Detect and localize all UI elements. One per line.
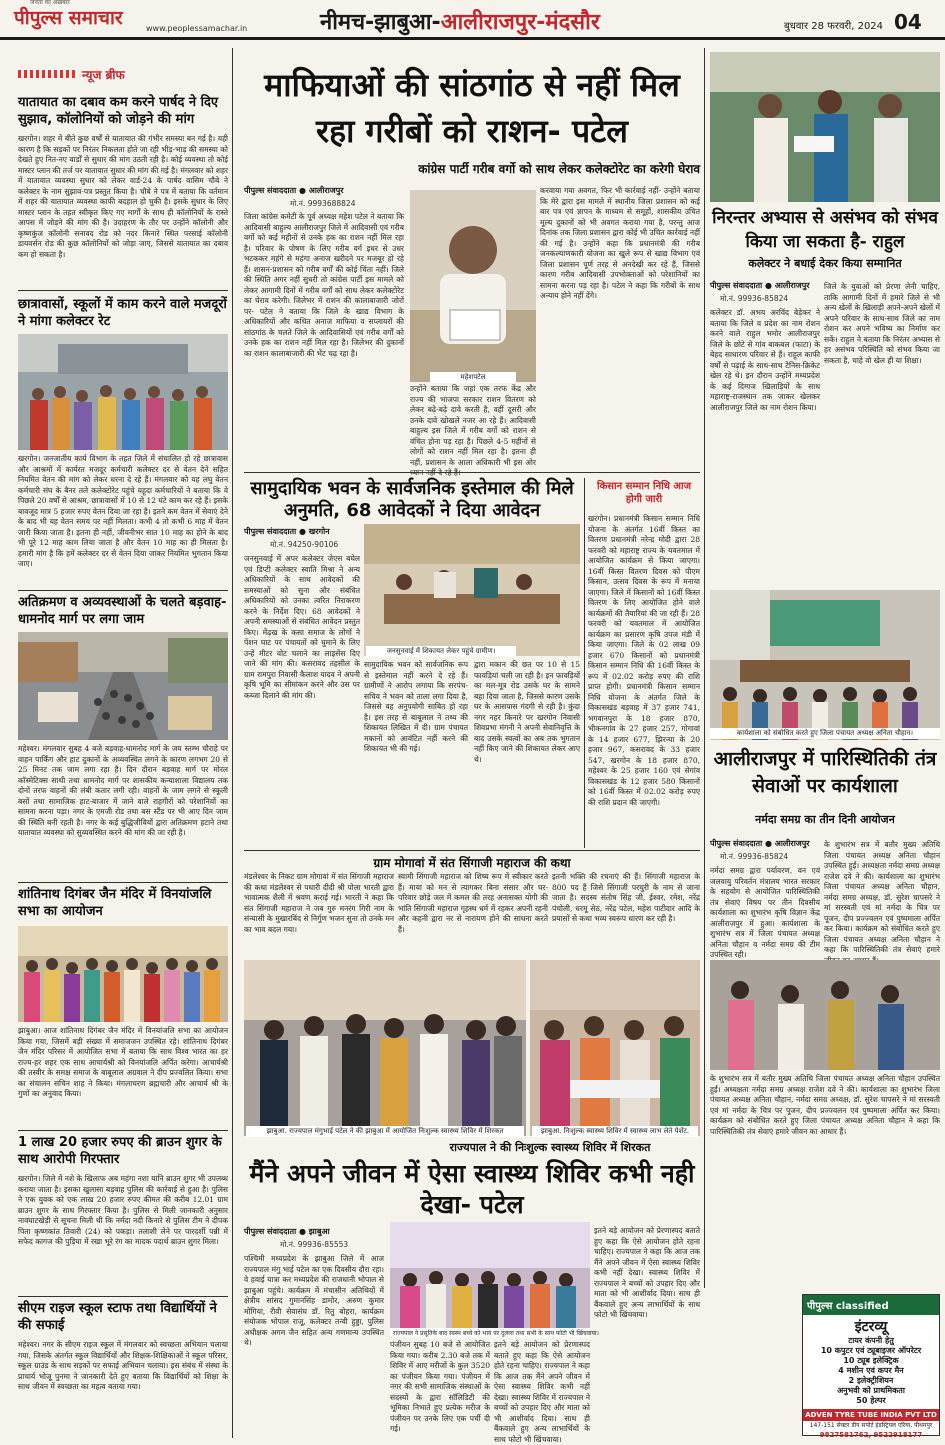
story-brown-sugar: खरगोन। जिले में नशे के खिलाफ अब महंगा नशा यानि ब्राउन शुगर भी उपलब्ध कराया जाता है। इसका खुलासा बड़वाह पुलिस की कार्रवाई से हुआ है। पुलिस ने एक युवक को एक लाख 20 हजार रुपए कीमत की करीब 12.01 ग्राम ब्राउन शुगर के साथ गिरफ्तार किया है। पुलिस से मिली जानकारी अनुसार नावघाटखेड़ी से सूचना मिली थी कि नर्मदा नदी किनारे से पुलिस टीम ने दीपक पिता कृष्णकांत तिवारी (24) को पकड़ा। तलाशी लेने पर पारदर्शी पन्नी में सफेद कागज की पुड़िया में रखा भूरे रंग का मादक पदार्थ ब्राउन शुगर मिला। [18, 1174, 228, 1246]
story2-column-2: सामुदायिक भवन को सार्वजनिक रूप से इस्तेमाल नहीं करने दे रहे हैं। ग्रामीणों ने आरोप लगाया कि सरपंच-सचिव ने भवन को ताला लगा दिया है, जिससे वह अनुपयोगी साबित हो रहा है। इस तरह से बाबूलाल ने तथ्य की शिकायत लिखित में दी। ग्राम पंचायत मकानों को आवंटित नहीं करने की शिकायत भी की गई। [364, 660, 468, 753]
workshop-mobile: मो.नं. 99936-85824 [720, 852, 789, 861]
masthead [0, 0, 945, 40]
page-number: 04 [894, 10, 922, 34]
headline-sant-singaji: ग्राम मोगावां में संत सिंगाजी महाराज की कथा [373, 856, 571, 870]
photo-caption-mahesh: महेशपटेल [430, 372, 516, 383]
story-kisan: खरगोन। प्रधानमंत्री किसान सम्मान निधि योजना के अंतर्गत 16वीं किस्त का वितरण प्रधानमंत्री नरेन्द्र मोदी द्वारा 28 फरवरी को महाराष्ट्र राज्य के यवतमाल में आयोजित कार्यक्रम से किया जाएगा। 16वीं किस्त वितरण दिवस को पीएम किसान, उत्सव दिवस के रूप में मनाया जाएगा। जिले में किसानों को 16वीं किस्त वितरण के लिए आयोजित होने वाले कार्यक्रमों की तैयारियां की जा रही हैं। 28 फरवरी को यवतमाल में आयोजित कार्यक्रम का प्रसारण कृषि उपज मंडी में किया जाएगा। जिले के 02 लाख 09 हजार 670 किसानों को प्रधानमंत्री किसान सम्मान निधि की 16वीं किस्त के रूप में 02.02 करोड़ रुपए की राशि प्राप्त होगी। प्रधानमंत्री किसान सम्मान निधि योजना के अंतर्गत जिले के विकासखंड बड़वाह में 37 हजार 741, भगवानपुरा के 18 हजार 870, भीकनगांव के 27 हजार 257, गोगावां के 14 हजार 677, झिरन्या के 20 हजार 967, कसरावद के 33 हजार 547, खरगोन के 18 हजार 870, महेश्वर के 25 हजार 160 एवं सेगांव विकासखंड के 12 हजार 580 किसानों को 16वीं किस्त में 02.02 करोड़ रुपए की राशि प्रदान की जाएगी। [588, 514, 700, 807]
lead-mobile: मो.नं. 9993688824 [290, 199, 356, 208]
photo-workshop [710, 590, 940, 740]
bottom-byline: पीपुल्स संवाददाता ● झाबुआ [244, 1227, 330, 1236]
story2-byline: पीपुल्स संवाददाता ● खरगोन [244, 527, 330, 536]
classified-line: टायर कंपनी हेतु [848, 1336, 894, 1345]
classified-line: 10 कपुटर एवं ट्यूबाइजर ऑपरेटर [820, 1346, 922, 1355]
photo-caption-hearing: जनसुनवाई में शिकायत लेकर पहुंचे ग्रामीण। [366, 646, 516, 657]
column-rule [704, 48, 705, 1288]
photo-mahesh-patel [410, 190, 536, 382]
subheadline-workshop: नर्मदा समग्र का तीन दिनी आयोजन [755, 813, 895, 826]
photo-governor-event [244, 960, 526, 1136]
byline-name: पीपुल्स संवाददाता [244, 527, 297, 536]
bottom-mobile: मो.नं. 99936-85553 [280, 1240, 349, 1249]
classified-company: ADVEN TYRE TUBE INDIA PVT LTD [803, 1409, 939, 1421]
byline-place: आलीराजपुर [774, 839, 810, 848]
byline-place: आलीराजपुर [774, 281, 810, 290]
classified-phone: 9827581762, 9522918177 [819, 1431, 923, 1439]
subheadline-rahul: कलेक्टर ने बधाई देकर किया सम्मानित [748, 257, 902, 270]
headline-cm-rise: सीएम राइज स्कूल स्टाफ तथा विद्यार्थियों ने की सफाई [18, 1301, 217, 1333]
rahul-byline: पीपुल्स संवाददाता ● आलीराजपुर [710, 281, 810, 290]
classified-line: 50 हेल्पर [856, 1396, 886, 1405]
photo-rahul-felicitation [710, 52, 940, 202]
headline-community-hall: सामुदायिक भवन के सार्वजनिक इस्तेमाल की मिले अनुमति, 68 आवेदकों ने दिया आवेदन [250, 478, 574, 521]
bottom-column-1: पश्चिमी मध्यप्रदेश के झाबुआ जिले में आज राज्यपाल मंगु भाई पटेल का एक दिवसीय दौरा रहा। वे हवाई यात्रा कर मध्यप्रदेश की राजधानी भोपाल से झाबुआ पहुंचे। कार्यक्रम में मंचासीन अतिथियों में क्षेत्रीय सांसद गुमानसिंह डामोर, अरुण कुमार मोंगिया, रीवी सेवासंघ डॉ. रितु बोहरा, कार्यक्रम संयोजक भोपाल राजू, कलेक्टर तन्वी हुड्डा, पुलिस अधीक्षक अगम जैन सहित अन्य गणमान्य उपस्थित थे। [244, 1254, 384, 1347]
rahul-column-1: कलेक्टर डॉ. अभय अरविंद बेड़ेकर ने बताया कि जिले व प्रदेश का नाम रोशन करने वाले राहुल भमोर आलीराजपुर जिले के छोटे से गांव बाकबल (फाटा) के बेहद साधारण परिवार से हैं। राहुल काफी वर्षों से पढ़ाई के साथ-साथ टेनिस-क्रिकेट खेल रहे थे। इन दौरान उन्होंने मध्यप्रदेश के कई दिग्गज खिलाड़ियों के साथ महाराष्ट्र-राजस्थान तक जाकर खेलकर आलीराजपुर जिले का नाम रोशन किया। [710, 308, 820, 412]
bottom-headline: मैंने अपने जीवन में ऐसा स्वास्थ्य शिविर कभी नही देखा- पटेल [249, 1159, 695, 1219]
story-jain-temple: झाबुआ। आज शांतिनाथ दिगंबर जैन मंदिर में विनयांजलि सभा का आयोजन किया गया, जिसमें बड़ी संख्या में समाजजन उपस्थित रहे। शांतिनाथ दिगंबर जैन मंदिर परिसर में आयोजित सभा में बताया कि साथ विश्व भारत का हर राज्य-हर शहर एक साथ आचार्यश्री को विनयांजलि अर्पित करेगा। आचार्यश्री की तस्वीर के समक्ष समाज के बाबूलाल अग्रवाल ने दीप प्रज्वलित किया। सभा का संचालन सचिन शाह ने किया। मंगलाचरण ब्रह्मचारी और आचार्य श्री के गुणों का अनुवाद किया। [18, 1026, 228, 1098]
classified-line: 2 इलेक्ट्रीशियन [848, 1376, 894, 1385]
edition-part-b: आलीराजपुर-मंदसौर [440, 10, 600, 35]
lead-byline: पीपुल्स संवाददाता ● आलीराजपुर [244, 186, 344, 195]
photo-jain-gathering [18, 926, 228, 1022]
classified-header: पीपुल्स classified [803, 1295, 939, 1315]
photo-workers-protest [18, 334, 228, 450]
lead-subheadline: कांग्रेस पार्टी गरीब वर्गो को साथ लेकर कलेक्टोरेट का करेगी घेराव [418, 162, 700, 176]
classified-address: 147-151 सेक्टर डीप सपोर्ट इंडस्ट्रियल एरिया, पीथमपुर [809, 1422, 933, 1429]
byline-name: पीपुल्स संवाददाता [710, 839, 763, 848]
photo-governor-child [390, 1222, 590, 1336]
sant-column-1: मंडलेश्वर के निकट ग्राम मोगावां में संत सिंगाजी महाराज की कथा मंडलेश्वर से पधारी दीदी श्री पोला भारती द्वारा भावात्मक शैली में श्रवण कराई गई। भारती ने कहा कि संत सिंगाजी महाराज ने जब गुरु मनरंग गिरी नाम के संन्यासी के मुखारबिंद से निर्गुण भजन सुना तो उनके मन का भाव बदल गया। [244, 872, 394, 934]
photo-caption-patients: झाबुआ. निःशुल्क स्वास्थ्य शिविर में स्वास्थ्य लाभ लेते पेशेंट. [532, 1126, 698, 1137]
lead-headline: माफियाओं की सांठगांठ से नहीं मिल रहा गरीबों को राशन- पटेल [264, 66, 680, 150]
photo-health-camp-patients [530, 960, 700, 1136]
story-traffic-jam: महेश्वर। मंगलवार सुबह 4 बजे बड़वाह-धामनोद मार्ग के जय स्तम्भ चौराहे पर वाहन पार्किंग और हाट दुकानों के अव्यवस्थित लगने के कारण लगभग 20 से 25 मिनट तक जाम लगा रहा है। दिन दौरान बड़वाह मार्ग पर मोरल कॉस्मेटिक्स साथी तथा धामनोद मार्ग पर शासकीय कन्याशाला विद्यालय तक दोनों तरफ वाहनों की लंबी कतार लगी रही। वाहनों के जाम लगने से स्कूली बसों तथा सामाजिक हाट-बाजार में जाने वाले राहगीरों को परेशानियों का सामना करना पड़ा। नगर के एमजी रोड तथा बस स्टैंड पर भी आए दिन जाम की स्थिति बनी रहती है। नगर के कई बुद्धिजीवियों द्वारा अतिक्रमण हटाने तथा यातायात व्यवस्था को सुव्यवस्थित करने की मांग की जा रही है। [18, 744, 228, 837]
photo-workshop-participants [710, 960, 940, 1070]
news-brief-label: न्यूज ब्रीफ [82, 68, 125, 82]
dateline: बुधवार 28 फरवरी, 2024 [784, 21, 884, 32]
rahul-column-2: जिले के युवाओं को प्रेरणा लेनी चाहिए, ताकि आगामी दिनों में हमारे जिले से भी अन्य खेलों के खिलाड़ी अपने-अपने खेलों में अपने परिवार के साथ-साथ जिले का नाम रोशन कर अपने भविष्य का निर्माण कर सकें। राहुल ने बताया कि निरंतर अभ्यास से हर असंभव परिस्थिति को संभव किया जा सकता है, चाहे वो खेल ही या शिक्षा। [824, 282, 940, 365]
story-divider [244, 850, 700, 851]
story-divider [18, 590, 228, 591]
story2-mobile: मो.नं. 94250-90106 [270, 540, 339, 549]
byline-place: खरगोन [308, 527, 330, 536]
story-divider [18, 290, 228, 291]
story-cm-rise: महेश्वर। नगर के सीएम राइज स्कूल में मंगलवार को स्वच्छता अभियान चलाया गया, जिसके अंतर्गत स्कूल विद्यार्थियों और शिक्षक-शिक्षिकाओं ने स्कूल परिसर, स्कूल ग्राउंड के साथ सड़कों पर सफाई अभियान चलाया। इस संबंध में संस्था के प्राचार्य भोजू पुनमा ने जानकारी देते हुए बताया कि विद्यार्थियों को शिक्षा के साथ जीवन में स्वच्छता का महत्व बताया गया। [18, 1340, 228, 1391]
byline-place: झाबुआ [308, 1227, 330, 1236]
photo-caption-governor: झाबुआ. राज्यपाल मंगुभाई पटेल ने की झाबुआ में आयोजित निःशुल्क स्वास्थ्य शिविर में शिरकत [246, 1126, 524, 1137]
story-divider [18, 882, 228, 883]
story2-column-1: जनसुनवाई में अपर कलेक्टर जेएस बघेल एवं डिप्टी कलेक्टर स्वाति मिश्रा ने अन्य अधिकारियों के साथ आवेदकों की समस्याओं को सुना और संबंधित अधिकारियों को उनका त्वरित निराकरण करने के निर्देश दिए। 68 आवेदकों ने अपनी समस्याओं से संबंधित आवेदन प्रस्तुत किए। मेंढ़ख के कसा समाज के लोगों ने पेंशन घाट पर पंचायतों को घुमाने के लिए उन्हें मीटर वोट चलाने का लाइसेंस दिए जाने की मांग की। कसरावद तहसील के ग्राम रामपुरा निवासी कैलाश यादव ने अपनी कृषि भूमि का सीमांकन करने और उस पर कब्जा दिलाने की मांग की। [244, 554, 360, 700]
edition-part-a: नीमच-झाबुआ- [320, 10, 441, 35]
bottom-kicker: राज्यपाल ने की निःशुल्क स्वास्थ्य शिविर में शिरकत [449, 1141, 651, 1154]
story-traffic: खरगोन। शहर में बीते कुछ वर्षों से यातायात की गंभीर समस्या बन गई है। यही कारण है कि सड़कों पर निरंतर निकलता होते जा रही भीड़-भाड़ की समस्या को देखते हुए नित-नए वार्डों से सुधार की मांग उठती रही है। कोई व्यवस्था तो कोई मास्टर प्लान की तर्ज पर यातायात सुधार की मांग की गई है। मंगलवार को शहर में यातायात व्यवस्था सुधार को लेकर वार्ड-24 के पार्षद वासिम चौबे ने कलेक्टर के नाम सुझाव-पत्र प्रस्तुत किया है। चौबे ने पत्र में बताया कि वर्तमान में शहर की यातायात व्यवस्था काफी बदहाल हो चुकी है। इसके सुधार के लिए मास्टर प्लान के तहत स्वीकृत किए गए मार्गों के साथ ही कॉलोनियों के रास्ते आपस में जोड़ने की मांग की है। उदाहरण के तौर पर उन्होंने कॉलोनी और कृष्णकुंज कॉलोनी सनावद रोड को नदर किनारे स्थित परसाई कॉलोनी डायवर्सन रोड की कुछ कॉलोनियों को जोड़ा जाए, जिससे यातायात का दबाव कम हो सकता है। [18, 134, 228, 259]
story-workers: खरगोन। जनजातीय कार्य विभाग के तहत जिले में संचालित हो रहे छात्रावास और आश्रमों में कार्यरत मजदूर कर्मचारी कलेक्टर दर से वेतन देने सहित नियमित वेतन की मांग को लेकर धरना दे रहे हैं। मंगलवार को यह लघु वेतन कर्मचारी संघ के बैनर तले कलेक्टोरेट पहुंचे यहूदा कर्मचारियों ने बताया कि वे पिछले 20 वर्षों से आश्रम, छात्रावासों में 10 से 12 घंटे काम कर रहे हैं। इसके बावजूद मात्र 5 हजार रुपए वेतन दिया जा रहा है। इतने कम वेतन में सेवाएं देने के बाद भी यह वेतन समय पर नहीं मिलता। कभी 4 तो कभी 6 माह में वेतन जारी किया जाता है। इतना ही नहीं, जीवनीभर सात 10 माह का होने के बाद भी पूरे 12 माह काम लिया जाता है और वेतन 10 माह का ही मिलता है। हमारी मांग है कि हमें कलेक्टर दर से वेतन दिया जाकर नियमित भुगतान किया जाए। [18, 454, 228, 568]
brand-logo: पीपुल्स समाचार [14, 7, 123, 29]
headline-kisan: किसान सम्मान निधि आज होगी जारी [596, 481, 691, 505]
photo-public-hearing [364, 524, 580, 656]
column-rule [584, 478, 585, 848]
bottom-column-2b: इतने बड़े आयोजन को प्रेरणास्पद बताते हुए कहा कि ऐसे आयोजन होते रहना चाहिए। राज्यपाल ने कहा कि आज तक मैंने अपने जीवन में ऐसा स्वास्थ्य शिविर कभी नहीं देखा। स्वास्थ्य शिविर में राज्यपाल ने बच्चों को उपहार दिए और माता को भी आशीर्वाद दिया। साथ ही बैंकवाले हुए अन्य लाभार्थियों के साथ फोटो भी खिंचवाया। [494, 1340, 590, 1444]
lead-column-2: उन्होंने बताया कि जहां एक तरफ केंद्र और राज्य की भाजपा सरकार राशन वितरण को लेकर बढ़े-बढ़े दावे करती है, वहीं दूसरी और उनके दावे खोखले नजर आ रहे हैं। आदिवासी बाहुल्य इस जिले में गरीब वर्गो को राशन से वंचित होना पड़ रहा है। पिछले 4-5 महीनों से लोगों को राशन नहीं मिल रहा है। इतना ही नहीं, प्रशासन के आला अधिकारी भी इस ओर [410, 384, 536, 467]
story-divider [18, 1130, 228, 1131]
headline-workers: छात्रावासों, स्कूलों में काम करने वाले मजदूरों ने मांगा कलेक्टर रेट [18, 297, 227, 329]
headline-traffic: यातायात का दबाव कम करने पार्षद ने दिए सुझाव, कॉलोनियों को जोड़ने की मांग [18, 95, 219, 127]
news-brief-ornament [18, 70, 78, 78]
byline-place: आलीराजपुर [308, 186, 344, 195]
workshop-column-1: नर्मदा समग्र द्वारा पर्यावरण, वन एवं जलवायु परिवर्तन मंत्रालय भारत सरकार के सहयोग से आयोजित पारिस्थितिकी तंत्र सेवाएं विषय पर तीन दिवसीय कार्यशाला का शुभारंभ कृषि विज्ञान केंद्र आलीराजपुर में हुआ। कार्यशाला के शुभारंभ सत्र में जिला पंचायत अध्यक्ष अनिता चौहान व नर्मदा समग्र की टीम उपस्थित रही। [710, 866, 820, 959]
headline-workshop: आलीराजपुर में पारिस्थितिकी तंत्र सेवाओं पर कार्यशाला [713, 748, 937, 797]
edition-title [320, 6, 600, 36]
website-url: www.peoplessamachar.in [146, 24, 248, 33]
story-divider [18, 1296, 228, 1297]
classified-line: 10 ट्यूब इलेक्ट्रिक [843, 1356, 899, 1365]
byline-name: पीपुल्स संवाददाता [244, 1227, 297, 1236]
workshop-column-3: के शुभारंभ सत्र में बतौर मुख्य अतिथि जिला पंचायत अध्यक्ष अनिता चौहान उपस्थित हुईं। अध्यक्षता नर्मदा समग्र अध्यक्ष राजेश दवे ने की। कार्यशाला का शुभारंभ जिला पंचायत अध्यक्ष अनिता चौहान, नर्मदा समग्र अध्यक्ष, डॉ. सुरेश चापसरे ने मां सरस्वती एवं मां नर्मदा के चित्र पर पूजन, दीप प्रज्ज्वलन एवं पुष्पमाला अर्पित कर किया। कार्यक्रम को संबोधित करते हुए जिला पंचायत अध्यक्ष अनिता चौहान ने कहा कि पारिस्थितिकी तंत्र सेवाएं हमारे जीवन का आधार हैं। [710, 1074, 940, 1136]
brand-tagline: जनता का अख़बार [30, 0, 70, 6]
classified-ad[interactable] [802, 1294, 940, 1439]
workshop-byline: पीपुल्स संवाददाता ● आलीराजपुर [710, 839, 810, 848]
lead-column-3: करवाया गया अवगत, फिर भी कार्रवाई नहीं- उन्होंने बताया कि मेरे द्वारा इस मामले में स्थानीय जिला प्रशासन को कई बार पत्र एवं ज्ञापन के माध्यम से समूहों, शासकीय उचित मूल्य दुकानों को भी अवगत कराया गया है, परन्तु आज दिनांक तक जिला प्रशासन द्वारा कोई भी उचित कार्रवाई नहीं की गई है। उन्होंने कहा कि प्रधानमंत्री की गरीब जनकल्याणकारी योजना का खुले रूप से खाद्य विभाग एवं जिला प्रशासन पूर्ण तरह से अनदेखी कर रहे हैं, जिससे कारण गरीब आदिवासी उपभोक्ताओं को परेशानियों का सामना करना पड़ रहा है। पटेल ने कहा कि गरीबों के साथ अन्याय होने नहीं देंगे। [540, 186, 700, 300]
classified-line: 4 मशीन एवं कपर मैन [838, 1366, 904, 1375]
sant-column-3: इतनी भक्ति की रचनाएं की हैं। सिंगाजी महाराज के 800 पद हैं जिसे सिंगाजी परचुरी के नाम से जाना जाता है। सदस्य संतोष सिंह जी, ईश्वर, रमेश, नरेंद्र पंचोली, धरमू सेठ, नरेंद्र पटेल, महेश पाटीदार आदि के प्रयासों से कथा भव्य स्वरूप धारण कर रही है। [552, 872, 700, 923]
headline-rahul: निरन्तर अभ्यास से असंभव को संभव किया जा सकता है- राहुल [712, 208, 938, 252]
byline-name: पीपुल्स संवाददाता [244, 186, 297, 195]
story2-column-3: द्वारा मकान की छत पर 10 से 15 फावड़ियां चली जा रही है। इन फावड़ियों का मल-मूत्र रोड उसके घर के सामने बहा दिया जाता है, जिससे कारण उसके घर के आसपास गंदगी से रही है। कुंदा नगर नहर किनारे पर खरगोन निवासी शिवप्रभा मंगनी ने अपनी सेवानिवृत्ति के बाद उसके स्वत्वों का अब तक भुगतान नहीं किए जाने की शिकायत लेकर आए थे। [474, 660, 580, 764]
photo-traffic-jam [18, 632, 228, 740]
photo-caption-workshop: कार्यशाला को संबोधित करते हुए जिला पंचायत अध्यक्ष अनिता चौहान। [710, 728, 940, 739]
lead-column-1: जिला कांग्रेस कमेटी के पूर्व अध्यक्ष महेश पटेल ने बताया कि आदिवासी बाहुल्य आलीराजपुर जिले में आदिवासी एवं गरीब वर्गो को कई महीनों से उनके हक का राशन नहीं मिल रहा है। परिवार के पोषण के लिए गरीब वर्ग इधर से उधर भटककर महंगे से महंगा अनाज खरीदने पर मजबूर हो रहे हैं। शासन-प्रशासन को गरीब वर्गों की कोई चिंता नहीं। जिले की स्थिति अगर नहीं सुधरी तो कांग्रेस पार्टी इस मामले को लेकर आगामी दिनों में गरीब वर्गों को साथ लेकर कलेक्टोरेट का घेराव करेगी। जिलेभर में राशन की कालाबाजारी जोरों पर- पटेल ने बताया कि जिले के खाद्य विभाग के अधिकारियों और कथित अनाज माफिया व सप्लायरों की सांठगांठ के चलते जिले के आदिवासियों एवं गरीब वर्गों को उनके हक का राशन नहीं मिल रहा है। जिलेभर की दुकानों का राशन कालाबाजारी की भेंट चढ़ रहा है। [244, 212, 404, 358]
headline-traffic-jam: अतिक्रमण व अव्यवस्थाओं के चलते बड़वाह-धामनोद मार्ग पर लगा जाम [18, 595, 227, 627]
photo-caption-governor-child: राज्यपाल ने प्रसूतिके बाद स्वस्थ बच्चे को भाव पर दुलारा तथा सभी के साथ फोटो भी खिंचवाया। [390, 1328, 590, 1338]
story-divider [244, 472, 700, 473]
column-rule [232, 48, 233, 1438]
sant-column-2: स्वामी सिंगाजी महाराज को शिष्य रूप में स्वीकार करते हैं। माया को मन से त्यागकर बिना संसार और घर-परिवार छोड़े जल में कमल की तरह अनासक्त योगी की भांति सिंगाजी महाराज गृहस्थ धर्म में रहकर अपनी रहनी और कहनी द्वारा नर से नारायण होने की साधना करते हैं। [398, 872, 548, 934]
bottom-column-2a: पंजीयन सुबह 10 बजे से आयोजित किया गया। करीब 2.30 बजे तक में शिविर में आए मरीजों के कुल 3520 का पंजीयन किया गया। पंजीयन में नगर की सभी सामाजिक संस्थाओं के सदस्यों के द्वारा सॉलिडिटी की भूमिका निभाते हुए प्रत्येक मरीज के पंजीयन पर उनके लिए एक पर्ची दी गई। [390, 1340, 490, 1433]
classified-line: अनुभवी को प्राथमिकता [837, 1386, 905, 1395]
headline-brown-sugar: 1 लाख 20 हजार रुपए की ब्राउन शुगर के साथ आरोपी गिरफ्तार [18, 1135, 222, 1167]
classified-title: इंटरव्यू [854, 1319, 888, 1335]
workshop-column-2: के शुभारंभ सत्र में बतौर मुख्य अतिथि जिला पंचायत अध्यक्ष अनिता चौहान उपस्थित हुईं। अध्यक्षता नर्मदा समग्र अध्यक्ष राजेश दवे ने की। कार्यशाला का शुभारंभ जिला पंचायत अध्यक्ष अनिता चौहान, नर्मदा समग्र अध्यक्ष, डॉ. सुरेश चापसरे ने मां सरस्वती एवं मां नर्मदा के चित्र पर पूजन, दीप प्रज्ज्वलन एवं पुष्पमाला अर्पित कर किया। कार्यक्रम को संबोधित करते हुए जिला पंचायत अध्यक्ष अनिता चौहान ने कहा कि पारिस्थितिकी तंत्र सेवाएं हमारे [824, 840, 940, 954]
rahul-mobile: मो.नं. 99936-85824 [720, 294, 789, 303]
headline-jain-temple: शांतिनाथ दिगंबर जैन मंदिर में विनयांजलि सभा का आयोजन [18, 887, 212, 919]
bottom-column-3: इतने बड़े आयोजन को प्रेरणास्पद बताते हुए कहा कि ऐसे आयोजन होते रहना चाहिए। राज्यपाल ने कहा कि आज तक मैंने अपने जीवन में ऐसा स्वास्थ्य शिविर कभी नहीं देखा। स्वास्थ्य शिविर में राज्यपाल ने बच्चों को उपहार दिए और माता को भी आशीर्वाद दिया। साथ ही बैंकवाले हुए अन्य लाभार्थियों के साथ फोटो भी खिंचवाया। [594, 1226, 700, 1319]
byline-name: पीपुल्स संवाददाता [710, 281, 763, 290]
